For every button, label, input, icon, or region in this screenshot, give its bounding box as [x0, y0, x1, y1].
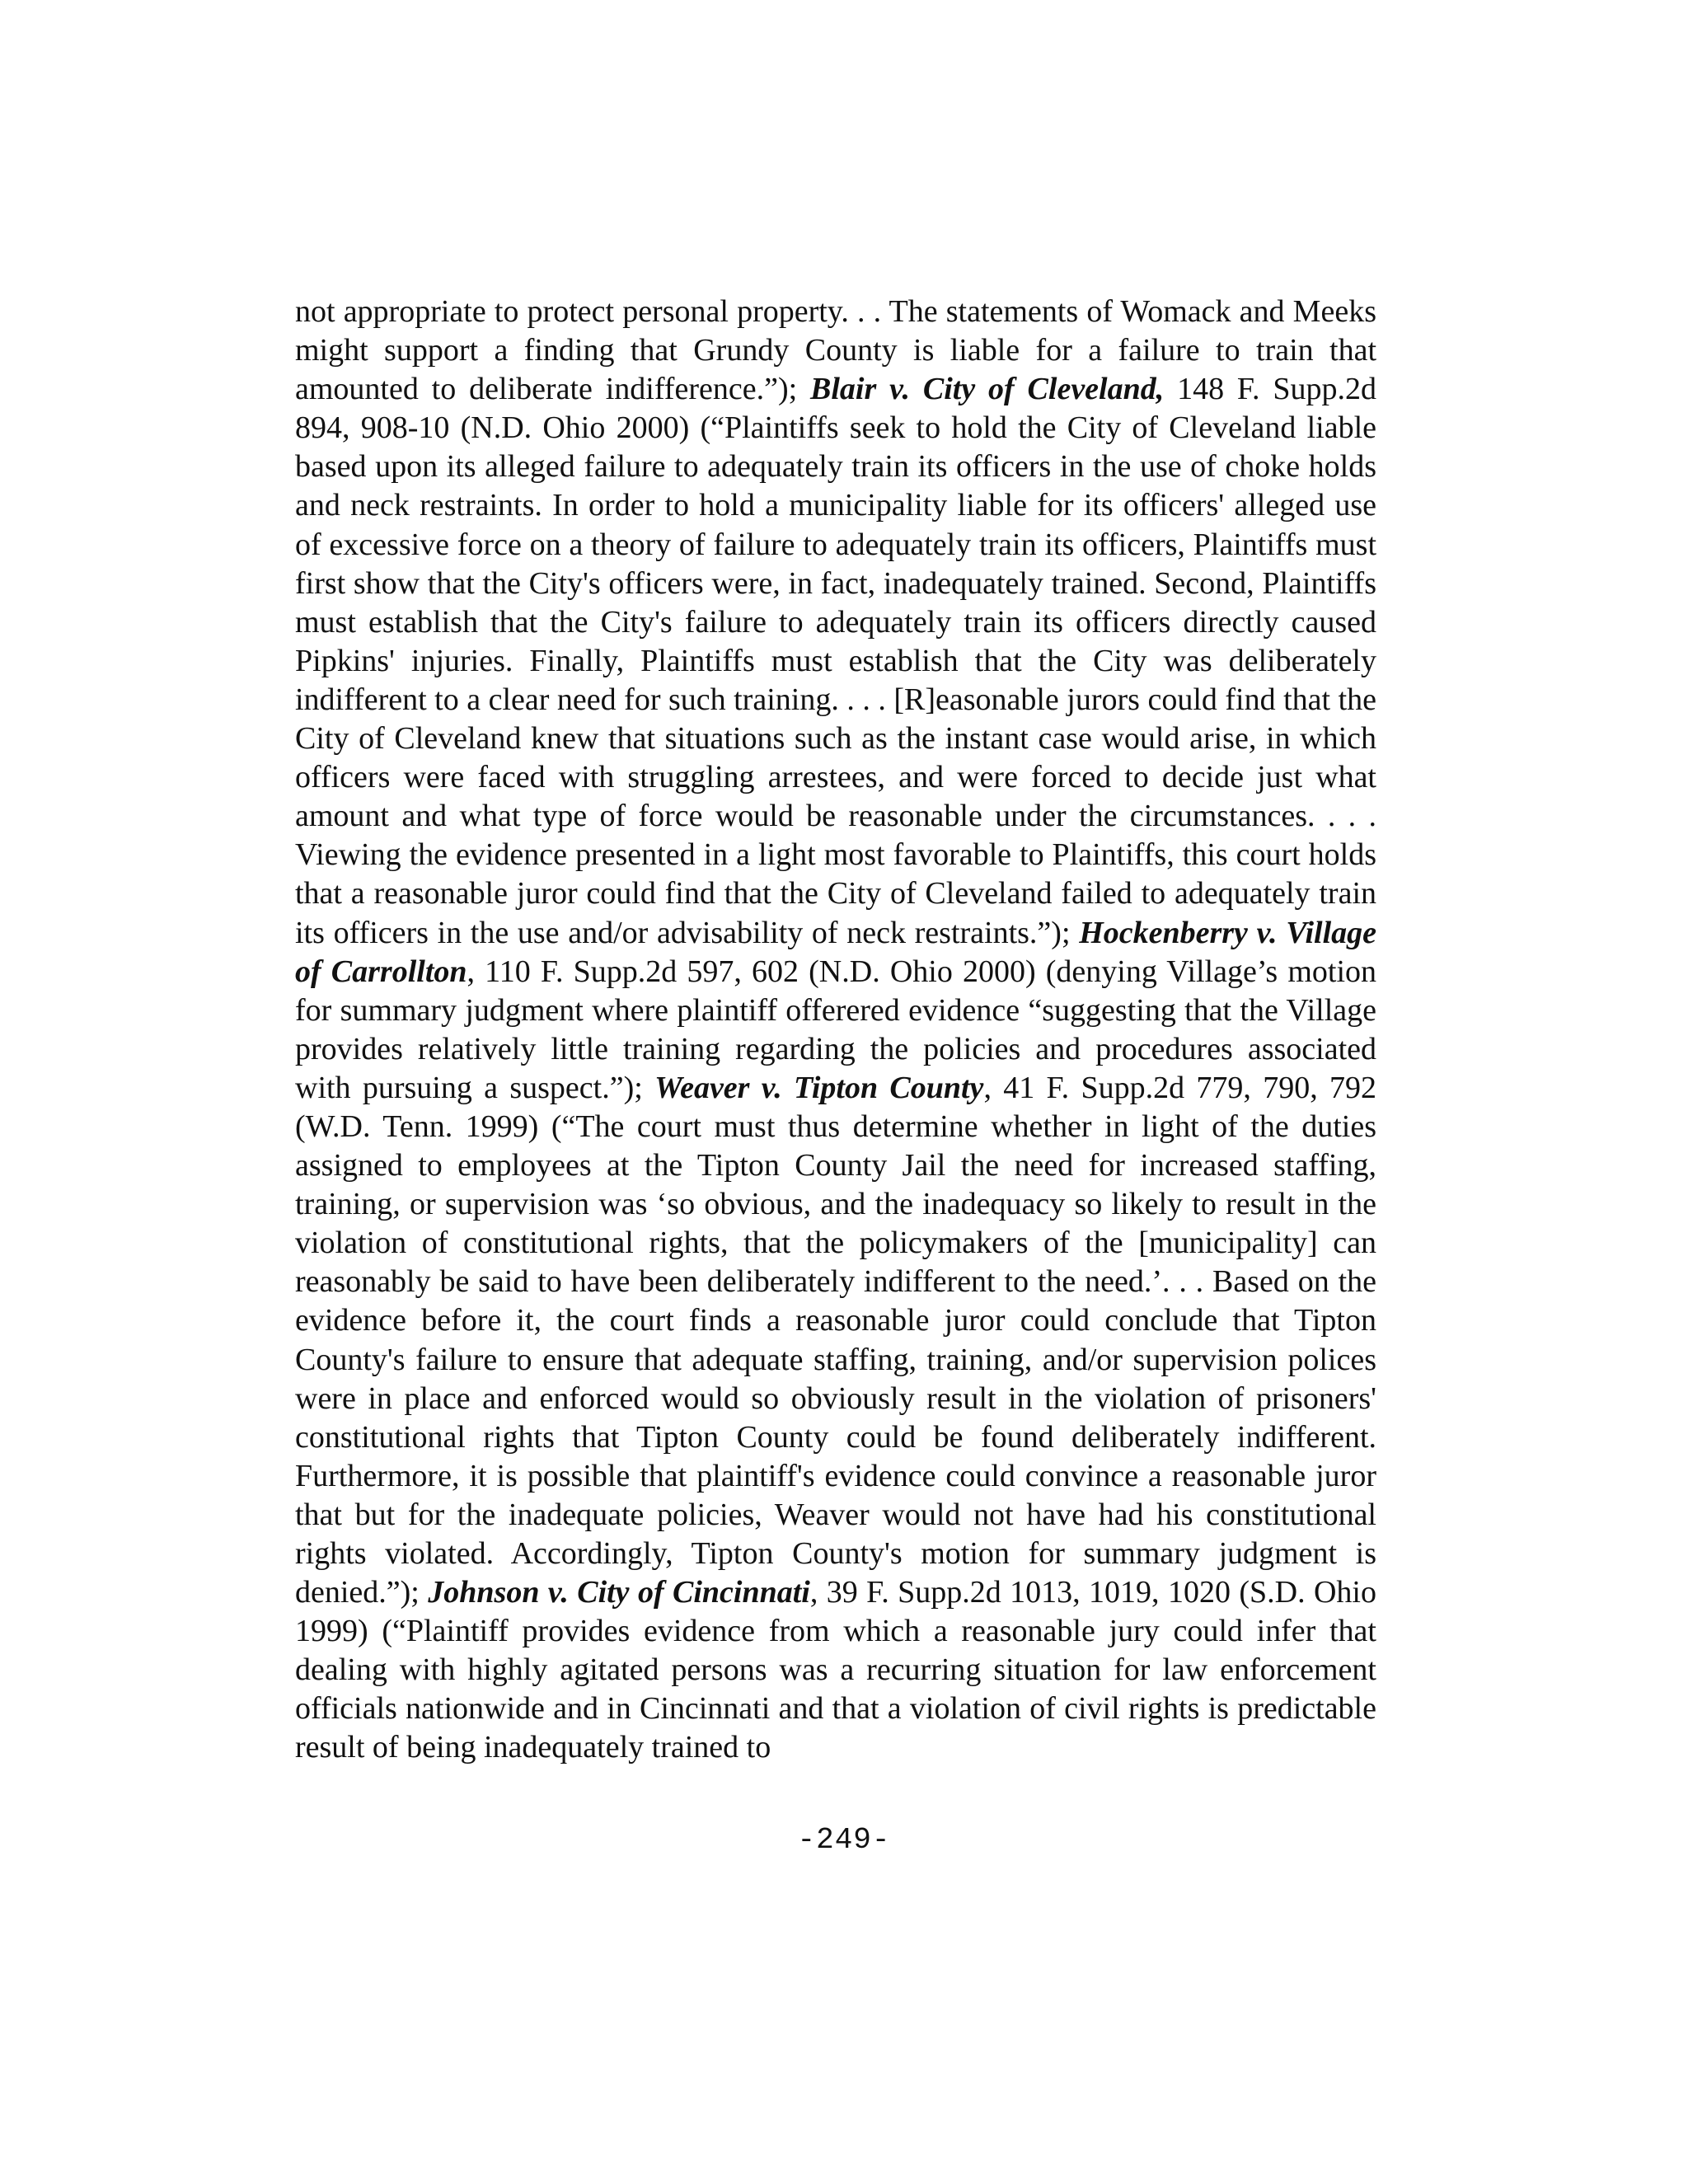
text-segment: , 110 F. Supp.2d 597, 602 (N.D. Ohio 2000) (denying Village’s motion for summary judgment where plaintiff offerered evidence “suggesting that the Village provides relatively little training regarding the policies and procedures associated with pursuing a suspect.”);: [295, 954, 1377, 1105]
body-paragraph: [295, 293, 1376, 1768]
case-citation: Blair v. City of Cleveland,: [810, 372, 1165, 407]
page-number: -249-: [797, 1823, 891, 1857]
text-segment: , 41 F. Supp.2d 779, 790, 792 (W.D. Tenn. 1999) (“The court must thus determine whether in light of the duties assigned to employees at the Tipton County Jail the need for increased staffing, training, or supervision was ‘so obvious, and the inadequacy so likely to result in the violation of constitutional rights, that the policymakers of the [municipality] can reasonably be said to have been deliberately indifferent to the need.’. . . Based on the evidence before it, the court finds a reasonable juror could conclude that Tipton County's failure to ensure that adequate staffing, training, and/or supervision polices were in place and enforced would so obviously result in the violation of prisoners' constitutional rights that Tipton County could be found deliberately indifferent. Furthermore, it is possible that plaintiff's evidence could convince a reasonable juror that but for the inadequate policies, Weaver would not have had his constitutional rights violated. Accordingly, Tipton County's motion for summary judgment is denied.”);: [295, 1070, 1377, 1610]
text-segment: , 39 F. Supp.2d 1013, 1019, 1020 (S.D. Ohio 1999) (“Plaintiff provides evidence from which a reasonable jury could infer that dealing with highly agitated persons was a recurring situation for law enforcement officials nationwide and in Cincinnati and that a violation of civil rights is predictable result of being inadequately trained to: [295, 1575, 1376, 1765]
case-citation: Hockenberry v. Village of Carrollton: [295, 915, 1376, 989]
text-segment: 148 F. Supp.2d 894, 908-10 (N.D. Ohio 2000) (“Plaintiffs seek to hold the City of Cleveland liable based upon its alleged failure to adequately train its officers in the use of choke holds and neck restraints. In order to hold a municipality liable for its officers' alleged use of excessive force on a theory of failure to adequately train its officers, Plaintiffs must first show that the City's officers were, in fact, inadequately trained. Second, Plaintiffs must establish that the City's failure to adequately train its officers directly caused Pipkins' injuries. Finally, Plaintiffs must establish that the City was deliberately indifferent to a clear need for such training. . . . [R]easonable jurors could find that the City of Cleveland knew that situations such as the instant case would arise, in which officers were faced with struggling arrestees, and were forced to decide just what amount and what type of force would be reasonable under the circumstances. . . . Viewing the evidence presented in a light most favorable to Plaintiffs, this court holds that a reasonable juror could find that the City of Cleveland failed to adequately train its officers in the use and/or advisability of neck restraints.”);: [295, 372, 1376, 950]
case-citation: Weaver v. Tipton County: [654, 1070, 984, 1105]
case-citation: Johnson v. City of Cincinnati: [428, 1575, 810, 1610]
text-segment: not appropriate to protect personal property. . . The statements of Womack and Meeks might support a finding that Grundy County is liable for a failure to train that amounted to deliberate indifference.”);: [295, 294, 1376, 407]
